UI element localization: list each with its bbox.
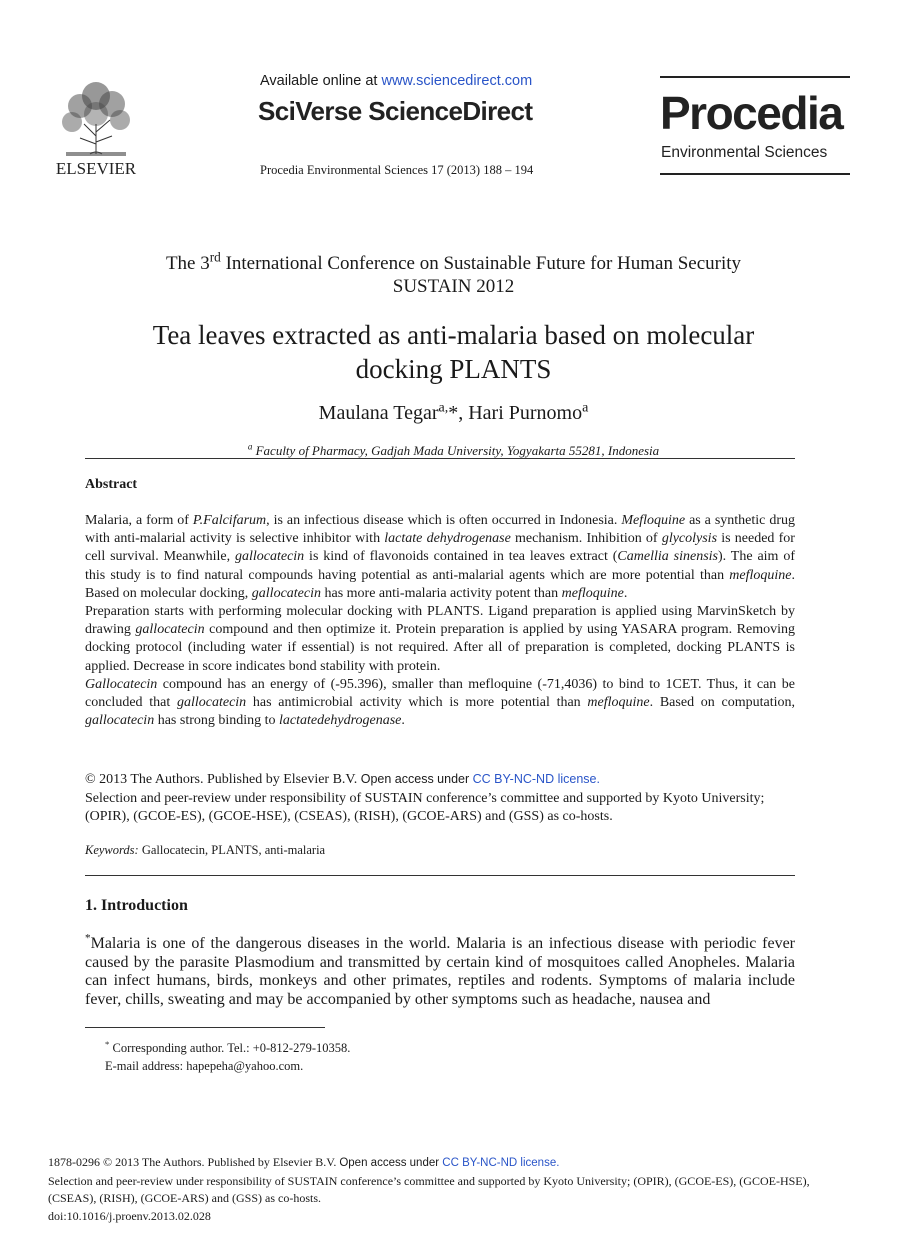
introduction-body <box>85 932 795 1009</box>
keywords <box>85 843 795 858</box>
footer-license-link[interactable]: CC BY-NC-ND license. <box>442 1157 560 1169</box>
abstract-paragraph-2: Preparation starts with performing molecular docking with PLANTS. Ligand preparation is applied using MarvinSketch by drawing gallocatecin compound and then optimize it. Protein preparation is applied by using YASARA program. Removing docking protocol (including water if essential) is not required. After all of preparation is completed, docking PLANTS is applied. Decrease in score indicates bond stability with protein. <box>85 604 795 674</box>
author-1: Maulana Tegar <box>318 402 439 424</box>
license-link[interactable]: CC BY-NC-ND license. <box>472 772 600 786</box>
procedia-subtitle: Environmental Sciences <box>661 144 828 161</box>
affiliation <box>60 443 847 459</box>
journal-reference: Procedia Environmental Sciences 17 (2013) 188 – 194 <box>260 163 534 177</box>
elsevier-logo <box>50 74 142 178</box>
procedia-rule-bottom <box>660 173 850 175</box>
author-2: Hari Purnomo <box>468 402 583 424</box>
abstract-paragraph-1: Malaria, a form of P.Falcifarum, is an infectious disease which is often occurred in Indonesia. Mefloquine as a synthetic drug with anti-malarial activity is selective inhibitor with lactate dehydrogenase mechanism. Inhibition of glycolysis is needed for cell survival. Meanwhile, gallocatecin is kind of flavonoids contained in tea leaves extract (Camellia sinensis). The aim of this study is to find natural compounds having potential as anti-malarial agents which are more potential than mefloquine. Based on molecular docking, gallocatecin has more anti-malaria activity potent than mefloquine. <box>85 513 795 601</box>
conference-line-2: SUSTAIN 2012 <box>392 276 515 297</box>
author-1-affil: a, <box>438 400 449 416</box>
paper-title-line-2: docking PLANTS <box>355 354 552 384</box>
copyright-line-2: Selection and peer-review under responsibility of SUSTAIN conference’s committee and supported by Kyoto University; (OPIR), (GCOE-ES), (GCOE-HSE), (CSEAS), (RISH), (GCOE-ARS) and (GSS) as co-hosts. <box>85 790 765 824</box>
copyright-notice <box>85 770 800 827</box>
abstract-paragraph-3: Gallocatecin compound has an energy of (-95.396), smaller than mefloquine (-71,4036) to bind to 1CET. Thus, it can be concluded that gallocatecin has antimicrobial activity which is more potential than mefloquine. Based on computation, gallocatecin has strong binding to lactatedehydrogenase. <box>85 676 795 729</box>
authors <box>60 402 847 425</box>
conference-suffix: International Conference on Sustainable Future for Human Security <box>220 253 742 274</box>
intro-text: Malaria is one of the dangerous diseases in the world. Malaria is an infectious disease with periodic fever caused by the parasite Plasmodium and transmitted by certain kind of mosquitoes called Anopheles. Malaria can infect humans, birds, monkeys and other primates, reptiles and rodents. Symptoms of malaria include fever, chills, sweating and may be accompanied by other symptoms such as headache, nausea and <box>85 935 795 1008</box>
procedia-brand <box>660 76 850 176</box>
abstract-body <box>85 512 795 730</box>
abstract-heading: Abstract <box>85 477 138 492</box>
elsevier-tree-icon <box>50 74 142 178</box>
procedia-wordmark: Procedia <box>660 87 843 139</box>
available-online <box>260 73 532 89</box>
affiliation-mark: a <box>247 441 253 452</box>
available-prefix: Available online at <box>260 73 382 89</box>
author-1-mark: *, <box>448 402 469 424</box>
copyright-line-1: © 2013 The Authors. Published by Elsevier B.V. Open access under CC BY-NC-ND license. <box>85 772 600 787</box>
divider-top <box>85 458 795 459</box>
conference-line-1 <box>60 249 847 275</box>
footer-line-1: 1878-0296 © 2013 The Authors. Published by Elsevier B.V. Open access under CC BY-NC-ND license. <box>48 1155 560 1169</box>
paper-title <box>60 318 847 386</box>
conference-prefix: The 3 <box>165 253 210 274</box>
affiliation-text: Faculty of Pharmacy, Gadjah Mada University, Yogyakarta 55281, Indonesia <box>252 443 660 458</box>
platform-name: SciVerse ScienceDirect <box>258 96 533 126</box>
conference-name <box>60 249 847 298</box>
author-2-affil: a <box>582 400 589 416</box>
keywords-label: Keywords: <box>85 843 139 857</box>
footnote-email: E-mail address: hapepeha@yahoo.com. <box>105 1059 304 1073</box>
footer-doi[interactable]: doi:10.1016/j.proenv.2013.02.028 <box>48 1208 211 1223</box>
footnote <box>105 1039 705 1075</box>
footer-line-2: Selection and peer-review under responsibility of SUSTAIN conference’s committee and supported by Kyoto University; (OPIR), (GCOE-ES), (GCOE-HSE), (CSEAS), (RISH), (GCOE-ARS) and (GSS) as co-hosts. <box>48 1173 810 1205</box>
divider-bottom <box>85 875 795 876</box>
paper-title-line-1: Tea leaves extracted as anti-malaria based on molecular <box>152 320 755 350</box>
footnote-rule <box>85 1027 325 1028</box>
sciencedirect-link[interactable]: www.sciencedirect.com <box>381 73 533 89</box>
keywords-text: Gallocatecin, PLANTS, anti-malaria <box>138 843 326 857</box>
intro-footnote-mark: * <box>85 932 91 945</box>
procedia-rule-top <box>660 76 850 78</box>
page-footer <box>48 1154 838 1225</box>
elsevier-logo-text: ELSEVIER <box>55 159 137 178</box>
footnote-corresponding: * Corresponding author. Tel.: +0-812-279-10358. <box>105 1038 351 1055</box>
conference-ordinal: rd <box>209 249 221 265</box>
introduction-heading: 1. Introduction <box>85 897 188 914</box>
